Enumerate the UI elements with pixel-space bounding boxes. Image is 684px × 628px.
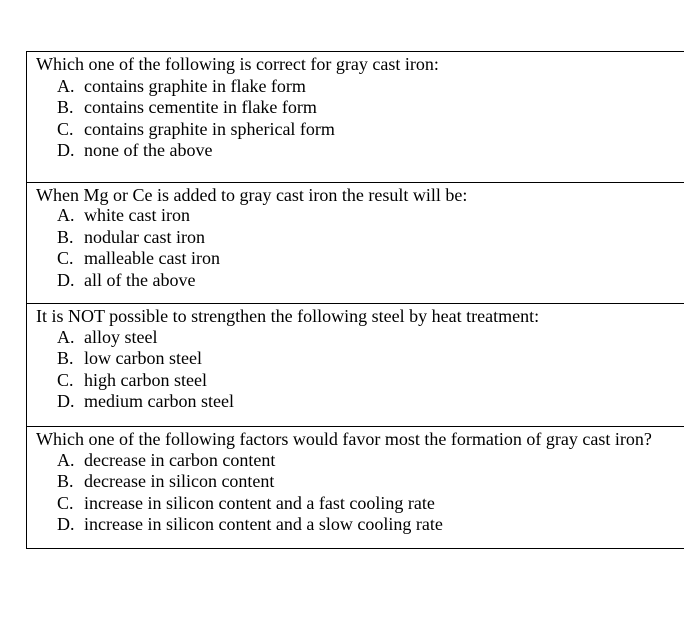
option-letter: A. (57, 327, 75, 347)
question-4-option-a (57, 450, 275, 471)
question-3-option-a (57, 327, 157, 348)
quiz-table (26, 51, 684, 549)
question-2-option-d (57, 270, 195, 291)
question-1-option-a (57, 76, 306, 97)
question-4-text: Which one of the following factors would favor most the formation of gray cast iron? (36, 429, 652, 449)
option-text: white cast iron (84, 205, 190, 225)
question-3 (27, 304, 684, 427)
option-letter: B. (57, 97, 74, 117)
question-1-text: Which one of the following is correct for gray cast iron: (36, 54, 439, 74)
option-text: all of the above (84, 270, 196, 290)
option-text: low carbon steel (84, 348, 202, 368)
option-letter: C. (57, 370, 74, 390)
option-letter: C. (57, 119, 74, 139)
option-text: contains graphite in spherical form (84, 119, 335, 139)
option-text: increase in silicon content and a slow cooling rate (84, 514, 443, 534)
option-text: malleable cast iron (84, 248, 220, 268)
option-text: increase in silicon content and a fast cooling rate (84, 493, 435, 513)
option-text: nodular cast iron (84, 227, 205, 247)
option-letter: C. (57, 493, 74, 513)
option-text: none of the above (84, 140, 213, 160)
option-text: decrease in carbon content (84, 450, 276, 470)
option-letter: D. (57, 391, 75, 411)
option-letter: D. (57, 514, 75, 534)
question-2-text: When Mg or Ce is added to gray cast iron the result will be: (36, 185, 468, 205)
option-letter: A. (57, 76, 75, 96)
option-letter: D. (57, 270, 75, 290)
question-3-option-b (57, 348, 202, 369)
option-text: decrease in silicon content (84, 471, 275, 491)
question-4 (27, 427, 684, 549)
question-1-option-b (57, 97, 317, 118)
question-1-option-d (57, 140, 212, 161)
option-letter: B. (57, 227, 74, 247)
option-text: medium carbon steel (84, 391, 234, 411)
question-2-option-b (57, 227, 205, 248)
question-4-option-d (57, 514, 443, 535)
question-4-option-b (57, 471, 274, 492)
option-text: alloy steel (84, 327, 158, 347)
question-3-text: It is NOT possible to strengthen the following steel by heat treatment: (36, 306, 540, 326)
option-text: contains cementite in flake form (84, 97, 317, 117)
option-letter: C. (57, 248, 74, 268)
option-text: contains graphite in flake form (84, 76, 306, 96)
question-1-option-c (57, 119, 335, 140)
question-2-option-a (57, 205, 190, 226)
question-2-option-c (57, 248, 220, 269)
question-4-option-c (57, 493, 435, 514)
question-1 (27, 52, 684, 183)
option-letter: D. (57, 140, 75, 160)
question-3-option-c (57, 370, 207, 391)
option-text: high carbon steel (84, 370, 207, 390)
option-letter: A. (57, 205, 75, 225)
option-letter: B. (57, 348, 74, 368)
option-letter: A. (57, 450, 75, 470)
option-letter: B. (57, 471, 74, 491)
question-3-option-d (57, 391, 234, 412)
question-2 (27, 183, 684, 304)
